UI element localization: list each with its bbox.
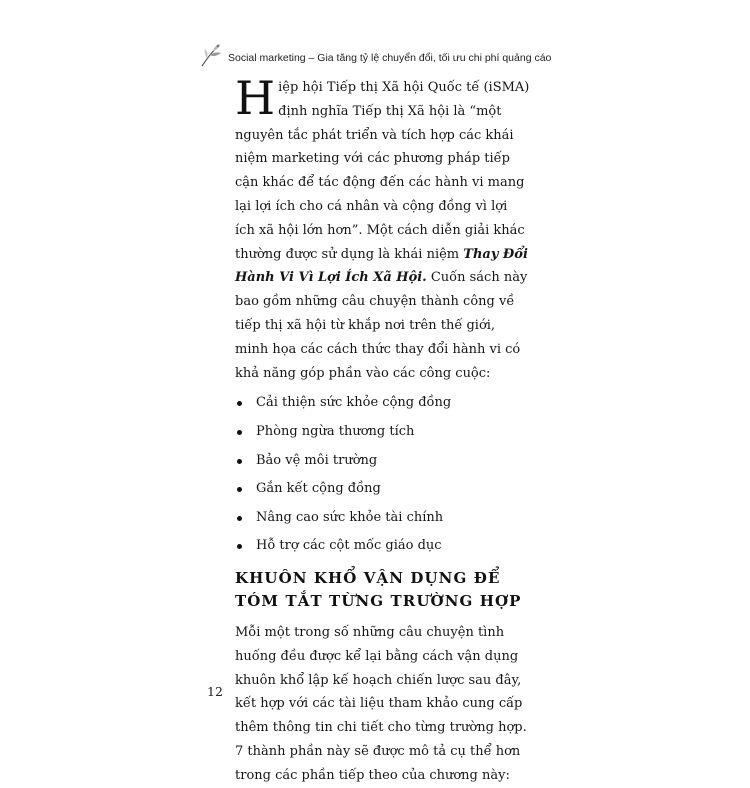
page-number: 12: [207, 684, 223, 699]
intro-emphasis: Thay Đổi Hành Vi Vì Lợi Ích Xã Hội.: [235, 246, 528, 286]
list-item: Gắn kết cộng đồng: [235, 475, 531, 504]
running-title: Social marketing – Gia tăng tỷ lệ chuyển đổi, tối ưu chi phí quảng cáo: [228, 52, 552, 64]
body-text: [235, 71, 531, 788]
drop-cap: H: [235, 71, 276, 125]
running-header: [198, 38, 558, 68]
intro-paragraph: [235, 71, 531, 385]
list-item: Hỗ trợ các cột mốc giáo dục: [235, 532, 531, 561]
list-item: Nâng cao sức khỏe tài chính: [235, 504, 531, 533]
list-item: Cải thiện sức khỏe cộng đồng: [235, 389, 531, 418]
list-item: Bảo vệ môi trường: [235, 447, 531, 476]
section-heading: KHUÔN KHỔ VẬN DỤNG ĐỂ TÓM TẮT TỪNG TRƯỜNG HỢP: [235, 568, 522, 610]
section-paragraph: Mỗi một trong số những câu chuyện tình huống đều được kể lại bằng cách vận dụng khuôn khổ lập kế hoạch chiến lược sau đây, kết hợp với các tài liệu tham khảo cung cấp thêm thông tin chi tiết cho từng trường hợp. 7 thành phần này sẽ được mô tả cụ thể hơn trong các phần tiếp theo của chương này:: [235, 624, 527, 783]
intro-text-1: iệp hội Tiếp thị Xã hội Quốc tế (iSMA) định nghĩa Tiếp thị Xã hội là “một nguyên tắc phát triển và tích hợp các khái niệm marketing với các phương pháp tiếp cận khác để tác động đến các hành vi mang lại lợi ích cho cá nhân và cộng đồng vì lợi ích xã hội lớn hơn”. Một cách diễn giải khác thường được sử dụng là khái niệm: [235, 80, 530, 262]
intro-text-2: Cuốn sách này bao gồm những câu chuyện thành công về tiếp thị xã hội từ khắp nơi trên thế giới, minh họa các cách thức thay đổi hành vi có khả năng góp phần vào các công cuộc:: [235, 270, 528, 381]
goals-list: [235, 389, 531, 561]
leaf-sprig-icon: [198, 42, 224, 68]
list-item: Phòng ngừa thương tích: [235, 418, 531, 447]
